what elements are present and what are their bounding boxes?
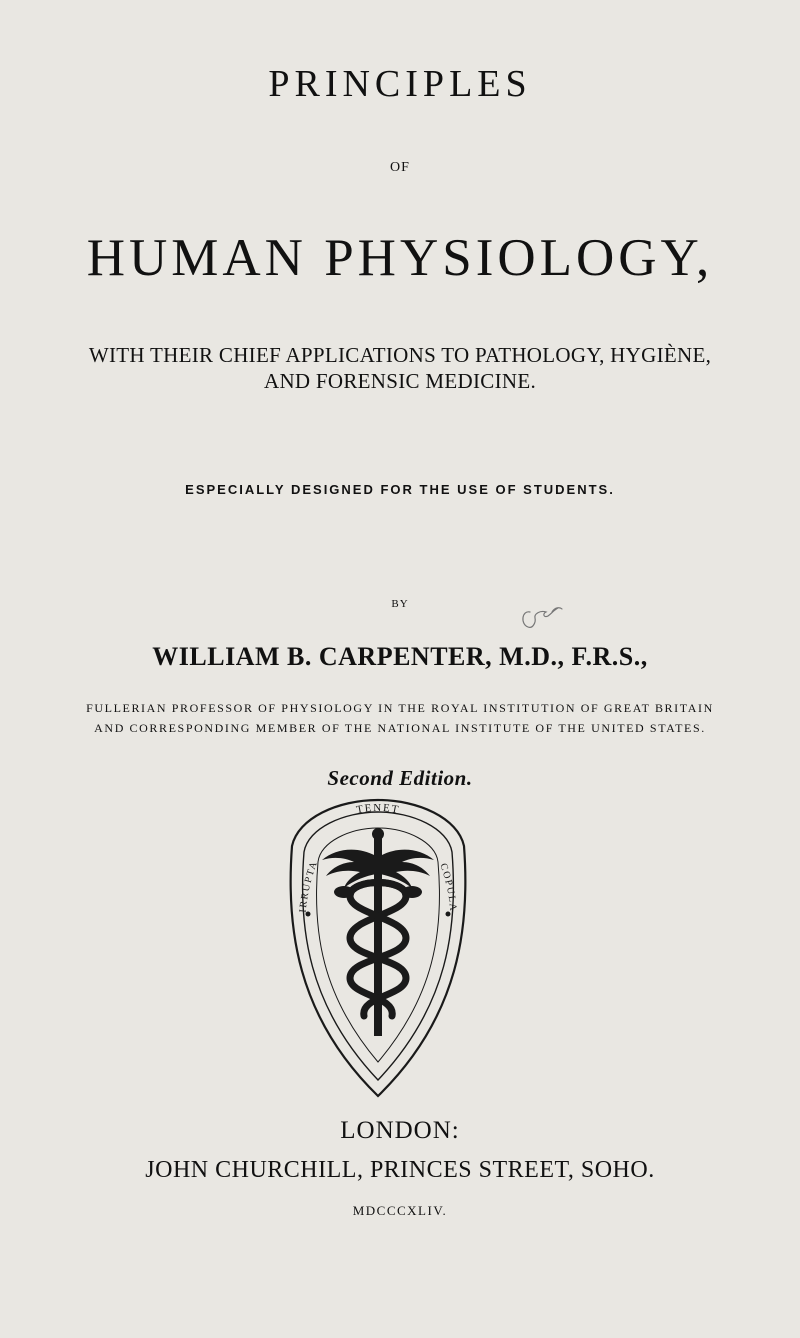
imprint-publisher: JOHN CHURCHILL, PRINCES STREET, SOHO.: [145, 1157, 655, 1183]
author-name: WILLIAM B. CARPENTER, M.D., F.R.S.,: [152, 642, 648, 671]
motto-left: IRRUPTA: [297, 859, 321, 914]
svg-text:COPULA: [437, 862, 458, 913]
author-position-line-2: AND CORRESPONDING MEMBER OF THE NATIONAL INSTITUTE OF THE UNITED STATES.: [94, 721, 706, 735]
audience-note: ESPECIALLY DESIGNED FOR THE USE OF STUDENTS.: [185, 482, 615, 497]
caduceus-shield-emblem: [288, 796, 468, 1101]
handwritten-mark-icon: [518, 604, 566, 632]
motto-right: COPULA: [437, 861, 459, 913]
title-of: OF: [390, 160, 410, 175]
title-principles: PRINCIPLES: [268, 63, 532, 105]
imprint-year: MDCCCXLIV.: [352, 1203, 448, 1218]
svg-text:TENET: [355, 802, 400, 816]
edition-label: Second Edition.: [327, 766, 473, 790]
subtitle-line-1: WITH THEIR CHIEF APPLICATIONS TO PATHOLOGY, HYGIÈNE,: [88, 343, 712, 367]
subtitle-line-2: AND FORENSIC MEDICINE.: [263, 369, 537, 393]
title-human-physiology: HUMAN PHYSIOLOGY,: [86, 229, 714, 287]
motto-top: TENET: [355, 802, 401, 817]
imprint-city: LONDON:: [340, 1117, 460, 1144]
author-position-line-1: FULLERIAN PROFESSOR OF PHYSIOLOGY IN THE ROYAL INSTITUTION OF GREAT BRITAIN: [86, 701, 714, 715]
by-label: BY: [391, 598, 409, 610]
